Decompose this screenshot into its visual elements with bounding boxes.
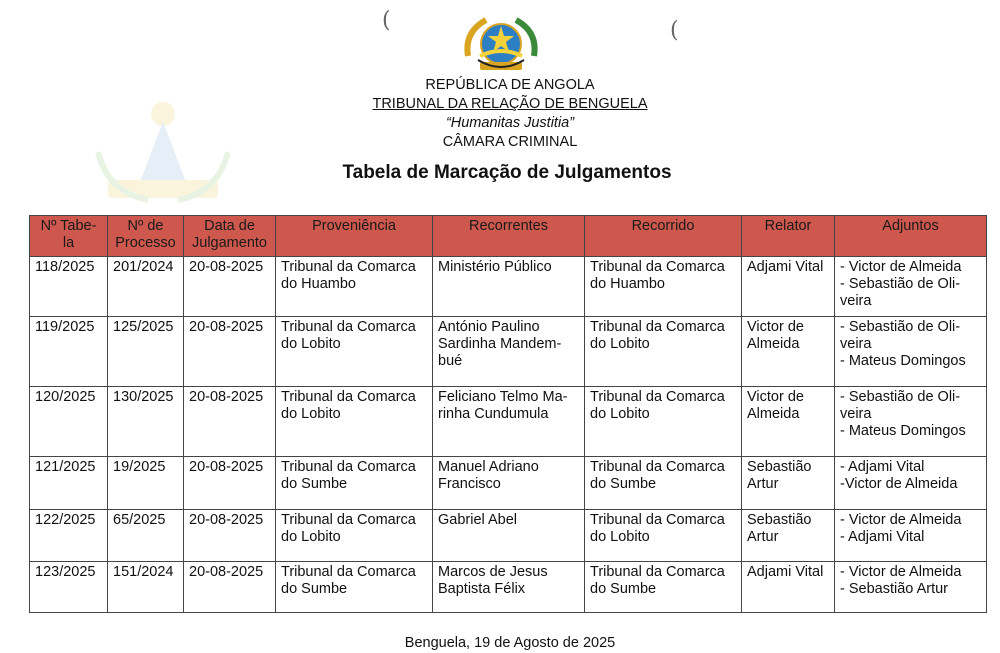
letterhead	[300, 76, 720, 152]
table-row	[30, 317, 987, 387]
place-date: Benguela, 19 de Agosto de 2025	[404, 635, 616, 651]
table-header-row	[30, 216, 987, 257]
court-seal-watermark-icon	[88, 92, 238, 212]
col-proveniencia-cell: Tribunal da Comarca do Huambo	[276, 257, 433, 317]
court-motto: “Humanitas Justitia”	[445, 115, 575, 131]
table-row	[30, 387, 987, 457]
col-proveniencia-cell: Tribunal da Comarca do Lobito	[276, 387, 433, 457]
chamber-name: CÂMARA CRIMINAL	[442, 134, 578, 150]
col-processo-cell: 201/2024	[108, 257, 184, 317]
col-adjuntos-cell: - Victor de Almeida - Adjami Vital	[835, 510, 987, 562]
col-recorrentes-cell: António Paulino Sardinha Mandem- bué	[433, 317, 585, 387]
scan-mark: (	[382, 8, 391, 33]
document-title: Tabela de Marcação de Julgamentos	[342, 162, 672, 183]
col-processo-cell: 65/2025	[108, 510, 184, 562]
court-name: TRIBUNAL DA RELAÇÃO DE BENGUELA	[372, 96, 648, 112]
col-recorrido-header: Recorrido	[585, 216, 742, 257]
angola-coat-of-arms-icon	[458, 12, 544, 76]
col-tabela-cell: 121/2025	[30, 457, 108, 510]
col-adjuntos-cell: - Adjami Vital -Victor de Almeida	[835, 457, 987, 510]
col-tabela-cell: 122/2025	[30, 510, 108, 562]
col-adjuntos-cell: - Sebastião de Oli- veira - Mateus Domingos	[835, 387, 987, 457]
col-processo-cell: 151/2024	[108, 562, 184, 613]
table-body	[30, 257, 987, 613]
col-tabela-cell: 120/2025	[30, 387, 108, 457]
col-adjuntos-cell: - Victor de Almeida - Sebastião de Oli- veira	[835, 257, 987, 317]
col-relator-cell: Adjami Vital	[742, 562, 835, 613]
col-processo-cell: 130/2025	[108, 387, 184, 457]
col-recorrido-cell: Tribunal da Comarca do Lobito	[585, 317, 742, 387]
col-adjuntos-cell: - Sebastião de Oli- veira - Mateus Domingos	[835, 317, 987, 387]
hearing-schedule-table	[29, 215, 987, 613]
col-data-cell: 20-08-2025	[184, 562, 276, 613]
col-data-cell: 20-08-2025	[184, 510, 276, 562]
table-row	[30, 510, 987, 562]
col-recorrido-cell: Tribunal da Comarca do Sumbe	[585, 562, 742, 613]
col-recorrido-cell: Tribunal da Comarca do Sumbe	[585, 457, 742, 510]
col-relator-cell: Sebastião Artur	[742, 457, 835, 510]
col-recorrentes-cell: Gabriel Abel	[433, 510, 585, 562]
col-proveniencia-cell: Tribunal da Comarca do Sumbe	[276, 457, 433, 510]
col-proveniencia-cell: Tribunal da Comarca do Lobito	[276, 510, 433, 562]
col-recorrido-cell: Tribunal da Comarca do Lobito	[585, 387, 742, 457]
col-data-cell: 20-08-2025	[184, 257, 276, 317]
col-relator-cell: Victor de Almeida	[742, 387, 835, 457]
col-data-header: Data de Julgamento	[184, 216, 276, 257]
col-proveniencia-cell: Tribunal da Comarca do Sumbe	[276, 562, 433, 613]
col-data-cell: 20-08-2025	[184, 317, 276, 387]
col-processo-header: Nº de Processo	[108, 216, 184, 257]
table-row	[30, 562, 987, 613]
col-adjuntos-header: Adjuntos	[835, 216, 987, 257]
col-tabela-cell: 119/2025	[30, 317, 108, 387]
table-row	[30, 257, 987, 317]
col-data-cell: 20-08-2025	[184, 387, 276, 457]
col-relator-cell: Sebastião Artur	[742, 510, 835, 562]
col-adjuntos-cell: - Victor de Almeida - Sebastião Artur	[835, 562, 987, 613]
table-row	[30, 457, 987, 510]
col-relator-cell: Victor de Almeida	[742, 317, 835, 387]
col-relator-cell: Adjami Vital	[742, 257, 835, 317]
col-data-cell: 20-08-2025	[184, 457, 276, 510]
col-recorrentes-header: Recorrentes	[433, 216, 585, 257]
col-processo-cell: 19/2025	[108, 457, 184, 510]
col-proveniencia-cell: Tribunal da Comarca do Lobito	[276, 317, 433, 387]
col-tabela-cell: 123/2025	[30, 562, 108, 613]
col-tabela-header: Nº Tabe- la	[30, 216, 108, 257]
col-proveniencia-header: Proveniência	[276, 216, 433, 257]
col-processo-cell: 125/2025	[108, 317, 184, 387]
col-recorrido-cell: Tribunal da Comarca do Lobito	[585, 510, 742, 562]
col-tabela-cell: 118/2025	[30, 257, 108, 317]
country-name: REPÚBLICA DE ANGOLA	[425, 77, 595, 93]
col-recorrentes-cell: Marcos de Jesus Baptista Félix	[433, 562, 585, 613]
scan-mark: (	[670, 18, 679, 43]
col-recorrido-cell: Tribunal da Comarca do Huambo	[585, 257, 742, 317]
col-recorrentes-cell: Ministério Público	[433, 257, 585, 317]
col-recorrentes-cell: Manuel Adriano Francisco	[433, 457, 585, 510]
col-relator-header: Relator	[742, 216, 835, 257]
col-recorrentes-cell: Feliciano Telmo Ma- rinha Cundumula	[433, 387, 585, 457]
